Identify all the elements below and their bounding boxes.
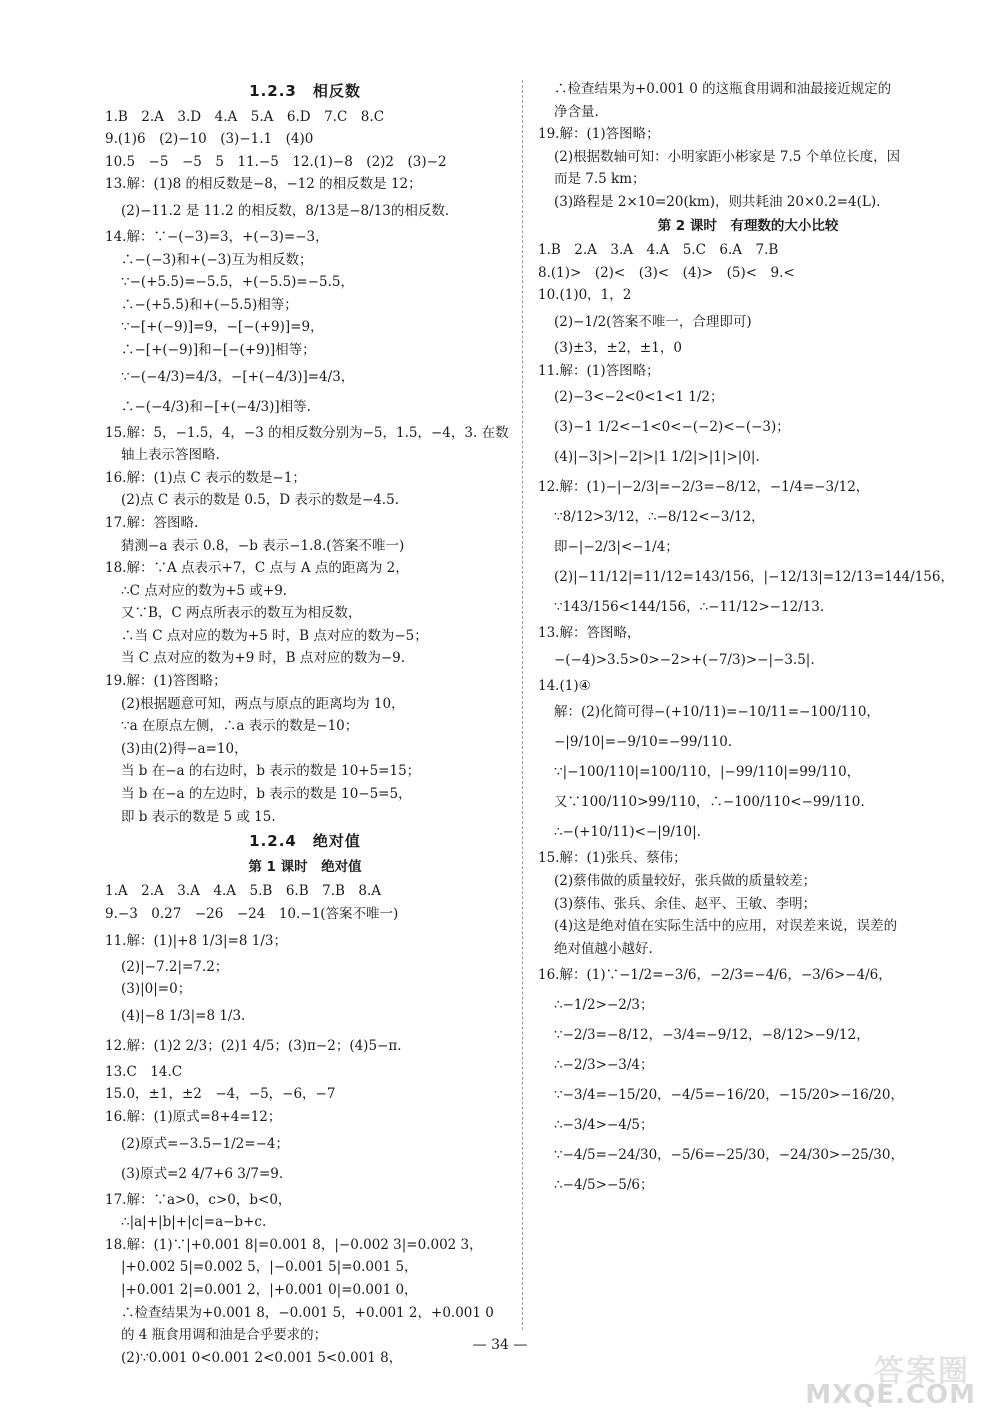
answer-line-indented: ∴−4/5>−5/6； [554,1177,654,1194]
answer-line: 10.5 −5 −5 5 11.−5 12.(1)−8 (2)2 (3)−2 [105,153,447,170]
answer-line-indented: 的 4 瓶食用调和油是合乎要求的； [121,1327,328,1344]
answer-line-indented: ∵a 在原点左侧，∴a 表示的数是−10； [121,718,359,735]
answer-line-indented: ∴|a|+|b|+|c|=a−b+c. [121,1214,267,1231]
right-column [538,78,958,1200]
answer-line-indented: (2)|−11/12|=11/12=143/156，|−12/13|=12/13=144/156， [554,569,954,586]
answer-line-indented: 当 b 在−a 的左边时，b 表示的数是 10−5=5， [121,786,412,803]
answer-line-indented: (4)这是绝对值在实际生活中的应用，对误差来说，误差的 [554,918,898,935]
answer-line-indented: ∴−3/4>−4/5； [554,1117,654,1134]
column-divider [522,80,523,1330]
answer-line-indented: 即−|−2/3|<−1/4； [554,539,679,556]
answer-line: 1.B 2.A 3.D 4.A 5.A 6.D 7.C 8.C [105,108,385,125]
answer-line-indented: (3)由(2)得−a=10， [121,740,248,757]
answer-line: 8.(1)> (2)< (3)< (4)> (5)< 9.< [538,264,795,281]
answer-line-indented: ∴−(+10/11)<−|9/10|. [554,824,701,841]
answer-line-indented: ∴−(+5.5)和+(−5.5)相等； [121,296,298,313]
answer-line: 1.B 2.A 3.A 4.A 5.C 6.A 7.B [538,242,779,259]
answer-line: 15.0，±1，±2 −4，−5，−6，−7 [105,1086,336,1103]
answer-line-indented: ∵|−100/110|=100/110，|−99/110|=99/110， [554,764,861,781]
watermark-logo-text: 答案圈 [874,1354,970,1389]
answer-line: 9.(1)6 (2)−10 (3)−1.1 (4)0 [105,131,314,148]
answer-line: 16.解：(1)原式=8+4=12； [105,1108,282,1125]
answer-line-indented: (3)|0|=0； [121,981,192,998]
answer-line-indented: ∵−4/5=−24/30，−5/6=−25/30，−24/30>−25/30， [554,1147,904,1164]
answer-line-indented: ∴−2/3>−3/4； [554,1057,654,1074]
lesson-subtitle: 第 2 课时 有理数的大小比较 [657,217,839,234]
answer-line: 15.解：(1)张兵、蔡伟； [538,850,687,867]
answer-line-indented: (2)∵0.001 0<0.001 2<0.001 5<0.001 8， [121,1349,403,1366]
answer-line-indented: 又∵100/110>99/110，∴−100/110<−99/110. [554,794,865,811]
answer-line: 10.(1)0，1，2 [538,287,632,304]
answer-line: 19.解：(1)答图略； [105,673,227,690]
answer-line: 18.解：∵A 点表示+7，C 点与 A 点的距离为 2， [105,560,409,577]
answer-line-indented: (2)−11.2 是 11.2 的相反数，8/13是−8/13的相反数. [121,202,450,219]
answer-line-indented: (2)−3<−2<0<1<1 1/2； [554,389,724,406]
answer-line-indented: ∴当 C 点对应的数为+5 时，B 点对应的数为−5； [121,627,428,644]
answer-line: 19.解：(1)答图略； [538,126,660,143]
answer-line-indented: ∴C 点对应的数为+5 或+9. [121,582,288,599]
answer-line-indented: ∴−(−3)和+(−3)互为相反数； [121,251,313,268]
answer-line-indented: |+0.001 2|=0.001 2，|+0.001 0|=0.001 0， [121,1281,418,1298]
answer-line-indented: ∵−[+(−9)]=9，−[−(+9)]=9， [121,319,324,336]
answer-line-indented: |+0.002 5|=0.002 5，|−0.001 5|=0.001 5， [121,1259,418,1276]
answer-line-indented: −(−4)>3.5>0>−2>+(−7/3)>−|−3.5|. [554,651,815,668]
answer-line-indented: ∵8/12>3/12，∴−8/12<−3/12， [554,509,765,526]
watermark-logo [796,1346,976,1410]
answer-line-indented: (4)|−8 1/3|=8 1/3. [121,1007,246,1024]
answer-line-indented: (2)−1/2(答案不唯一，合理即可) [554,313,752,330]
answer-line: 15.解：5，−1.5，4，−3 的相反数分别为−5，1.5，−4，3. 在数 [105,424,509,441]
answer-line-indented: ∵−3/4=−15/20，−4/5=−16/20，−15/20>−16/20， [554,1087,904,1104]
answer-line-indented: ∴检查结果为+0.001 0 的这瓶食用调和油最接近规定的 [554,81,892,97]
answer-line-indented: ∵−2/3=−8/12，−3/4=−9/12，−8/12>−9/12， [554,1027,870,1044]
answer-line: 12.解：(1)2 2/3；(2)1 4/5；(3)π−2；(4)5−π. [105,1037,402,1054]
answer-line-indented: ∴−1/2>−2/3； [554,997,654,1014]
answer-line: 12.解：(1)−|−2/3|=−2/3=−8/12，−1/4=−3/12， [538,479,870,496]
answer-line-indented: −|9/10|=−9/10=−99/110. [554,734,733,751]
answer-line: 13.C 14.C [105,1063,183,1080]
answer-line: 9.−3 0.27 −26 −24 10.−1(答案不唯一) [105,906,399,922]
answer-line: 16.解：(1)∵−1/2=−3/6，−2/3=−4/6，−3/6>−4/6， [538,967,892,984]
answer-line: 11.解：(1)答图略； [538,362,660,379]
answer-line: 14.解：∵−(−3)=3，+(−3)=−3， [105,228,329,245]
answer-line-indented: 而是 7.5 km； [554,171,646,188]
answer-line-indented: ∴−[+(−9)]和−[−(+9)]相等； [121,341,316,358]
answer-line-indented: (4)|−3|>|−2|>|1 1/2|>|1|>|0|. [554,449,760,466]
answer-line-indented: 轴上表示答图略. [121,447,220,464]
page-number: — 34 — [472,1337,528,1353]
answer-line: 13.解：答图略， [538,625,641,642]
answer-line-indented: 净含量. [554,103,599,120]
section-title: 1.2.3 相反数 [249,82,361,100]
answer-line-indented: ∵−(+5.5)=−5.5，+(−5.5)=−5.5， [121,274,355,291]
answer-line-indented: ∵143/156<144/156，∴−11/12>−12/13. [554,599,825,616]
answer-line-indented: 当 b 在−a 的右边时，b 表示的数是 10+5=15； [121,763,421,780]
answer-line-indented: 绝对值越小越好. [554,940,653,957]
answer-line-indented: (3)蔡伟、张兵、余佳、赵平、王敏、李明； [554,895,817,912]
lesson-subtitle: 第 1 课时 绝对值 [248,858,362,875]
answer-line: 18.解：(1)∵|+0.001 8|=0.001 8，|−0.002 3|=0.002 3， [105,1236,483,1253]
answer-line-indented: (2)蔡伟做的质量较好，张兵做的质量较差； [554,872,817,889]
answer-line-indented: ∴检查结果为+0.001 8，−0.001 5，+0.001 2，+0.001 0 [121,1304,494,1321]
answer-line: 17.解：∵a>0，c>0，b<0， [105,1191,292,1208]
answer-line-indented: 即 b 表示的数是 5 或 15. [121,808,276,825]
answer-line-indented: ∴−(−4/3)和−[+(−4/3)]相等. [121,398,311,415]
answer-line: 14.(1)④ [538,677,591,694]
answer-line-indented: (2)根据数轴可知：小明家距小彬家是 7.5 个单位长度，因 [554,148,901,165]
answer-line-indented: 猜测−a 表示 0.8，−b 表示−1.8.(答案不唯一) [121,537,405,554]
answer-line: 1.A 2.A 3.A 4.A 5.B 6.B 7.B 8.A [105,883,382,900]
answer-line-indented: 解：(2)化简可得−(+10/11)=−10/11=−100/110， [554,704,880,721]
answer-line-indented: (2)|−7.2|=7.2； [121,958,229,975]
answer-line-indented: (3)路程是 2×10=20(km)，则共耗油 20×0.2=4(L). [554,193,881,210]
answer-line-indented: 当 C 点对应的数为+9 时，B 点对应的数为−9. [121,650,406,667]
answer-line-indented: (3)±3，±2，±1，0 [554,339,682,356]
answer-line-indented: (3)−1 1/2<−1<0<−(−2)<−(−3)； [554,419,790,436]
answer-line-indented: ∵−(−4/3)=4/3，−[+(−4/3)]=4/3， [121,368,355,385]
answer-line-indented: (2)根据题意可知，两点与原点的距离均为 10， [121,695,405,712]
section-title: 1.2.4 绝对值 [249,832,361,851]
answer-line: 13.解：(1)8 的相反数是−8，−12 的相反数是 12； [105,176,422,193]
watermark-url: MXQE.COM [805,1380,976,1410]
answer-line: 11.解：(1)|+8 1/3|=8 1/3； [105,932,288,949]
answer-line-indented: (3)原式=2 4/7+6 3/7=9. [121,1165,284,1182]
answer-line-indented: (2)点 C 表示的数是 0.5，D 表示的数是−4.5. [121,492,399,509]
answer-line-indented: 又∵B，C 两点所表示的数互为相反数， [121,605,362,622]
left-column [105,78,509,1369]
answer-line: 17.解：答图略. [105,514,199,531]
answer-line-indented: (2)原式=−3.5−1/2=−4； [121,1135,289,1152]
answer-line: 16.解：(1)点 C 表示的数是−1； [105,469,306,486]
